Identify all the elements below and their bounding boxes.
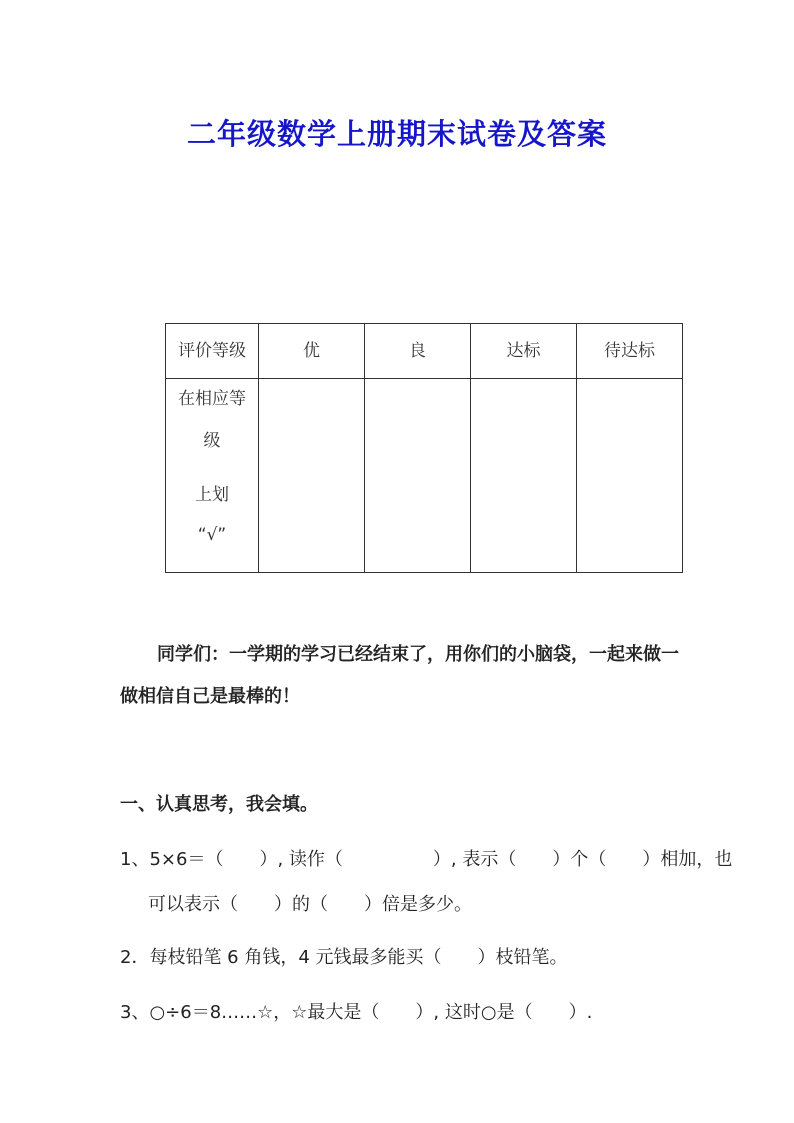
section-heading: 一、认真思考，我会填。: [120, 794, 318, 815]
header-cell-grade: 评价等级: [166, 324, 259, 379]
evaluation-header-row: [166, 324, 683, 379]
mark-label-line: 在相应等: [178, 389, 246, 409]
mark-cell-needs-work[interactable]: [577, 379, 683, 573]
question-text: 2．每枝铅笔 6 角钱，4 元钱最多能买（ ）枝铅笔。: [120, 947, 568, 968]
question-text: 1、5×6＝（ ）, 读作（ ）, 表示（ ）个（ ）相加，也: [120, 849, 733, 870]
header-cell-excellent: 优: [259, 324, 365, 379]
intro-paragraph: 同学们：一学期的学习已经结束了，用你们的小脑袋，一起来做一做相信自己是最棒的！: [120, 644, 679, 707]
mark-row-label: [166, 379, 259, 573]
question-text-continued: 可以表示（ ）的（ ）倍是多少。: [148, 894, 472, 915]
header-cell-needs-work: 待达标: [577, 324, 683, 379]
mark-cell-excellent[interactable]: [259, 379, 365, 573]
question-text: 3、○÷6＝8……☆，☆最大是（ ）, 这时○是（ ）.: [120, 1002, 593, 1023]
evaluation-mark-row: [166, 379, 683, 573]
header-cell-pass: 达标: [471, 324, 577, 379]
question-2: [120, 943, 680, 969]
mark-label-line: “√”: [197, 525, 227, 545]
question-1: [120, 845, 733, 916]
evaluation-table: [165, 323, 683, 573]
mark-cell-good[interactable]: [365, 379, 471, 573]
document-title: 二年级数学上册期末试卷及答案: [186, 117, 607, 151]
header-cell-good: 良: [365, 324, 471, 379]
mark-label-line: 上划: [195, 485, 229, 505]
mark-label-line: 级: [203, 431, 221, 451]
mark-cell-pass[interactable]: [471, 379, 577, 573]
question-3: [120, 998, 680, 1024]
